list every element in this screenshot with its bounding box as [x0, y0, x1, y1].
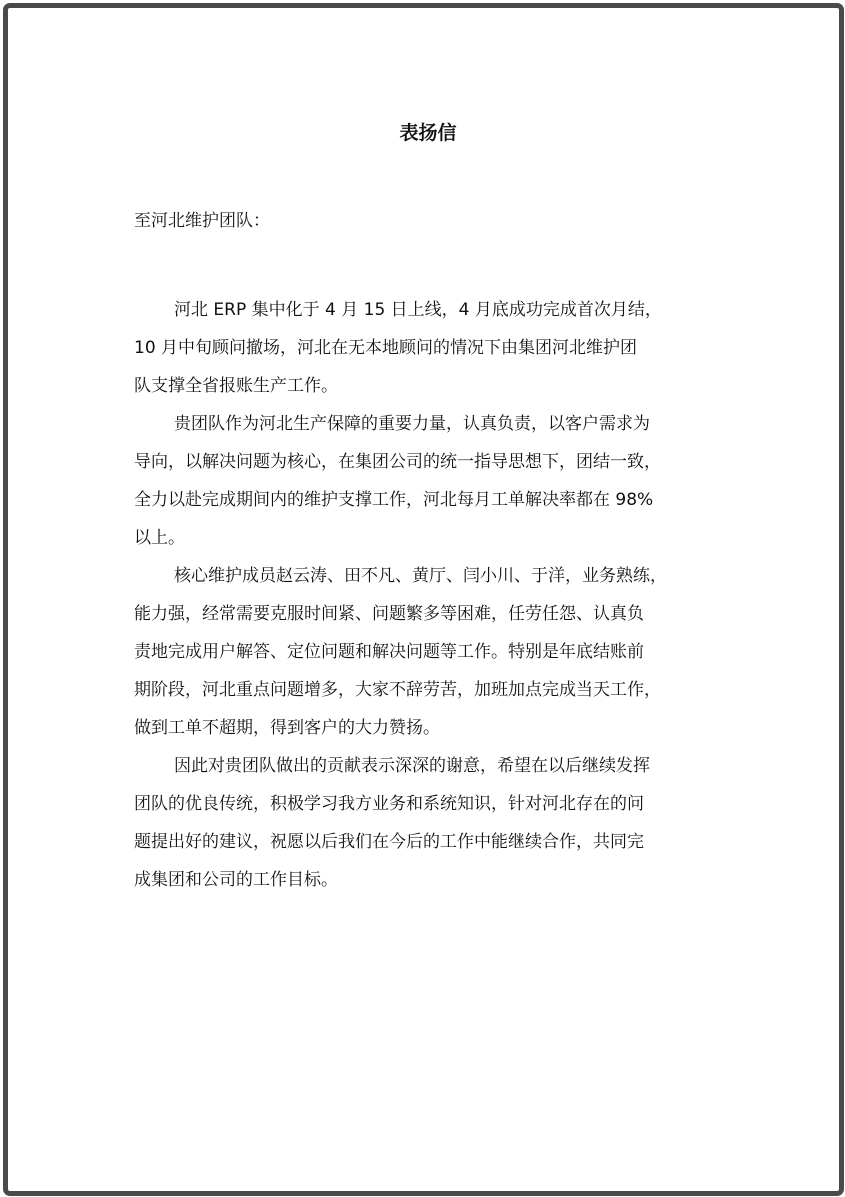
paragraph-gratitude: [134, 751, 746, 896]
paragraph-line: 团队的优良传统，积极学习我方业务和系统知识，针对河北存在的问: [134, 794, 644, 814]
paragraph-line: 贵团队作为河北生产保障的重要力量，认真负责，以客户需求为: [174, 414, 650, 434]
paragraph-line: 能力强，经常需要克服时间紧、问题繁多等困难，任劳任怨、认真负: [134, 604, 644, 624]
paragraph-launch: [134, 295, 746, 402]
paragraph-line: 期阶段，河北重点问题增多，大家不辞劳苦，加班加点完成当天工作，: [134, 680, 661, 700]
document-page: [3, 3, 844, 1196]
paragraph-line: 做到工单不超期，得到客户的大力赞扬。: [134, 718, 440, 738]
letter-title: 表扬信: [399, 122, 457, 144]
letter-content: [134, 295, 746, 903]
paragraph-line: 队支撑全省报账生产工作。: [134, 376, 338, 396]
paragraph-line: 成集团和公司的工作目标。: [134, 870, 338, 890]
paragraph-line: 10 月中旬顾问撤场，河北在无本地顾问的情况下由集团河北维护团: [134, 338, 638, 358]
paragraph-line: 全力以赴完成期间内的维护支撑工作，河北每月工单解决率都在 98%: [134, 490, 654, 510]
paragraph-line: 河北 ERP 集中化于 4 月 15 日上线，4 月底成功完成首次月结，: [174, 300, 662, 320]
paragraph-core-members: [134, 561, 746, 744]
paragraph-line: 责地完成用户解答、定位问题和解决问题等工作。特别是年底结账前: [134, 642, 644, 662]
paragraph-line: 导向，以解决问题为核心，在集团公司的统一指导思想下，团结一致，: [134, 452, 661, 472]
paragraph-line: 以上。: [134, 528, 185, 548]
paragraph-team-performance: [134, 409, 746, 554]
paragraph-line: 因此对贵团队做出的贡献表示深深的谢意，希望在以后继续发挥: [174, 756, 650, 776]
paragraph-line: 题提出好的建议，祝愿以后我们在今后的工作中能继续合作，共同完: [134, 832, 644, 852]
letter-salutation: 至河北维护团队：: [134, 211, 270, 231]
paragraph-line: 核心维护成员赵云涛、田不凡、黄厅、闫小川、于洋，业务熟练，: [174, 566, 667, 586]
